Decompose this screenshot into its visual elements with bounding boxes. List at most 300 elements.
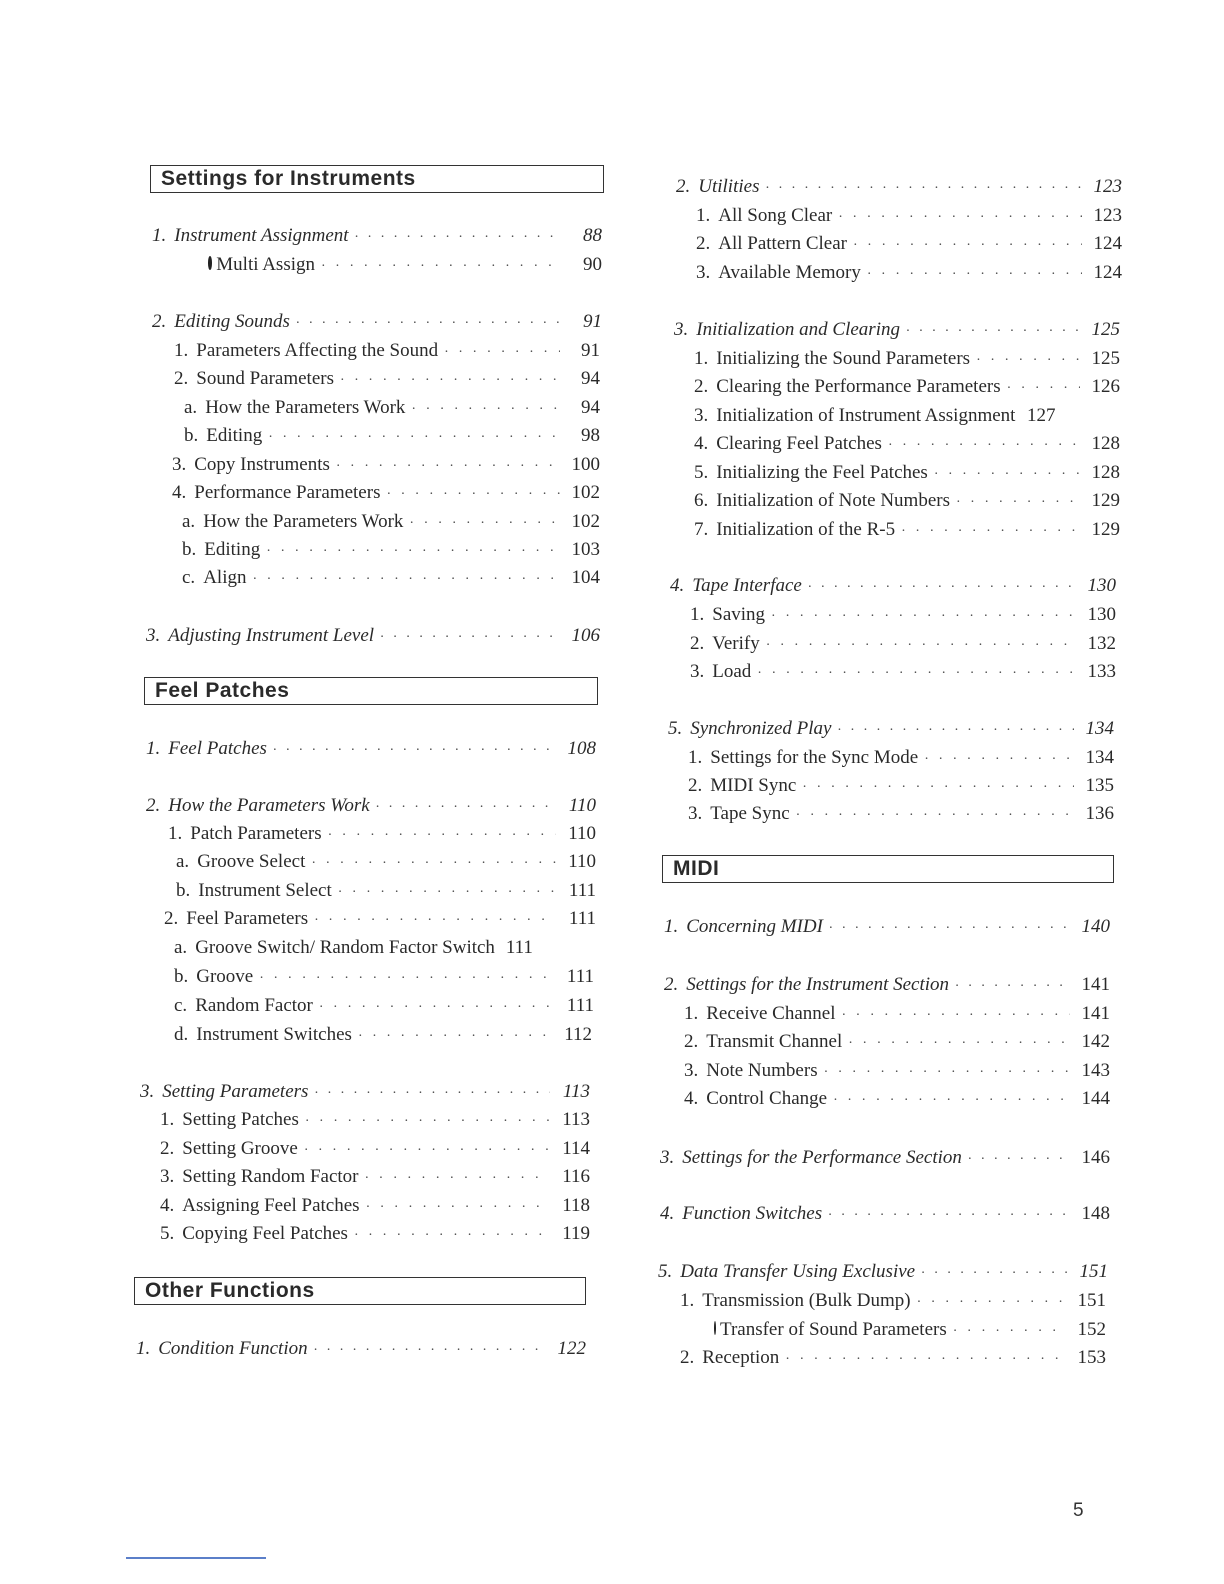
- dot-leader: [842, 1004, 1070, 1028]
- toc-entry[interactable]: [172, 481, 600, 507]
- dot-leader: [252, 568, 560, 592]
- dot-leader: [268, 426, 560, 450]
- bullet-icon: [714, 1321, 716, 1335]
- entry-page: 125: [1091, 319, 1120, 340]
- dot-leader: [802, 776, 1074, 800]
- entry-number: 3.: [160, 1166, 175, 1187]
- entry-number: 3.: [660, 1147, 675, 1168]
- dot-leader: [765, 177, 1082, 201]
- entry-page: 141: [1081, 974, 1110, 995]
- dot-leader: [386, 483, 560, 507]
- entry-page: 134: [1085, 718, 1114, 739]
- toc-entry[interactable]: [140, 1080, 590, 1106]
- footer-rule: [126, 1557, 266, 1559]
- toc-entry[interactable]: [688, 774, 1114, 800]
- entry-label: Initializing the Feel Patches: [716, 462, 928, 483]
- dot-leader: [338, 881, 556, 905]
- entry-number: 2.: [688, 775, 703, 796]
- entry-label: Random Factor: [195, 995, 313, 1016]
- dot-leader: [796, 804, 1074, 828]
- toc-entry[interactable]: [694, 432, 1120, 458]
- entry-number: a.: [184, 397, 198, 418]
- entry-page: 103: [571, 539, 600, 560]
- dot-leader: [259, 967, 554, 991]
- dot-leader: [757, 662, 1076, 686]
- entry-number: a.: [174, 937, 188, 958]
- toc-entry[interactable]: [694, 375, 1120, 401]
- entry-number: b.: [174, 966, 189, 987]
- entry-number: 3.: [172, 454, 187, 475]
- entry-label: Available Memory: [718, 262, 861, 283]
- toc-entry[interactable]: [674, 318, 1120, 344]
- entry-label: Align: [203, 567, 247, 588]
- entry-page: 113: [562, 1109, 590, 1130]
- dot-leader: [336, 455, 560, 479]
- toc-entry[interactable]: [664, 915, 1110, 941]
- toc-entry[interactable]: [208, 253, 602, 279]
- entry-number: 2.: [164, 908, 179, 929]
- entry-page: 111: [505, 937, 533, 958]
- entry-page: 100: [571, 454, 600, 475]
- toc-entry[interactable]: [182, 510, 600, 536]
- entry-label: Condition Function: [158, 1338, 308, 1359]
- entry-number: 2.: [694, 376, 709, 397]
- entry-label: Assigning Feel Patches: [182, 1195, 360, 1216]
- entry-page: 153: [1077, 1347, 1106, 1368]
- entry-label: Verify: [712, 633, 760, 654]
- dot-leader: [848, 1032, 1070, 1056]
- toc-entry[interactable]: [688, 802, 1114, 828]
- entry-page: 122: [557, 1338, 586, 1359]
- entry-label: Control Change: [706, 1088, 828, 1109]
- entry-number: 1.: [690, 604, 705, 625]
- toc-entry[interactable]: [684, 1002, 1110, 1028]
- entry-label: How the Parameters Work: [203, 511, 404, 532]
- dot-leader: [354, 1224, 550, 1248]
- dot-leader: [953, 1320, 1066, 1344]
- entry-label: Setting Random Factor: [182, 1166, 359, 1187]
- entry-number: 3.: [674, 319, 689, 340]
- entry-page: 112: [564, 1024, 592, 1045]
- entry-label: Copy Instruments: [194, 454, 330, 475]
- entry-label: Sound Parameters: [196, 368, 334, 389]
- toc-entry[interactable]: [664, 973, 1110, 999]
- entry-number: 5.: [658, 1261, 673, 1282]
- entry-number: 7.: [694, 519, 709, 540]
- toc-entry[interactable]: [160, 1108, 590, 1134]
- dot-leader: [1007, 377, 1080, 401]
- toc-entry[interactable]: [690, 660, 1116, 686]
- dot-leader: [358, 1025, 552, 1049]
- toc-entry[interactable]: [690, 632, 1116, 658]
- entry-page: 129: [1091, 519, 1120, 540]
- entry-page: 144: [1081, 1088, 1110, 1109]
- dot-leader: [853, 234, 1082, 258]
- entry-page: 116: [562, 1166, 590, 1187]
- dot-leader: [305, 1110, 550, 1134]
- entry-number: 5.: [160, 1223, 175, 1244]
- entry-number: 1.: [696, 205, 711, 226]
- entry-number: b.: [182, 539, 197, 560]
- entry-number: 1.: [174, 340, 189, 361]
- entry-label: Initialization of Instrument Assignment: [716, 405, 1016, 426]
- entry-page: 110: [568, 823, 596, 844]
- entry-number: c.: [182, 567, 196, 588]
- entry-number: 2.: [664, 974, 679, 995]
- toc-entry[interactable]: [694, 347, 1120, 373]
- entry-page: 151: [1077, 1290, 1106, 1311]
- entry-number: 1.: [152, 225, 167, 246]
- entry-page: 129: [1091, 490, 1120, 511]
- entry-page: 98: [581, 425, 600, 446]
- entry-page: 130: [1087, 575, 1116, 596]
- entry-number: 2.: [680, 1347, 695, 1368]
- toc-entry[interactable]: [668, 717, 1114, 743]
- entry-number: 3.: [688, 803, 703, 824]
- section-heading-midi: MIDI: [662, 855, 1114, 883]
- toc-entry[interactable]: [176, 879, 596, 905]
- toc-entry[interactable]: [184, 424, 600, 450]
- entry-number: 1.: [168, 823, 183, 844]
- toc-entry[interactable]: [684, 1030, 1110, 1056]
- dot-leader: [380, 626, 560, 650]
- dot-leader: [411, 398, 560, 422]
- dot-leader: [311, 852, 556, 876]
- entry-label: Reception: [702, 1347, 780, 1368]
- section-heading-settings-for-instruments: Settings for Instruments: [150, 165, 604, 193]
- entry-label: Patch Parameters: [190, 823, 322, 844]
- toc-entry[interactable]: [174, 994, 594, 1020]
- toc-entry[interactable]: [160, 1137, 590, 1163]
- entry-label: How the Parameters Work: [168, 795, 370, 816]
- entry-number: 1.: [160, 1109, 175, 1130]
- entry-label: Data Transfer Using Exclusive: [680, 1261, 916, 1282]
- entry-number: 3.: [694, 405, 709, 426]
- dot-leader: [376, 796, 556, 820]
- entry-page: 91: [581, 340, 600, 361]
- toc-entry[interactable]: [174, 1023, 592, 1049]
- entry-page: 111: [568, 880, 596, 901]
- toc-entry[interactable]: [152, 224, 602, 250]
- entry-label: All Song Clear: [718, 205, 833, 226]
- toc-entry[interactable]: [684, 1087, 1110, 1113]
- entry-page: 148: [1081, 1203, 1110, 1224]
- entry-label: Load: [712, 661, 752, 682]
- dot-leader: [956, 491, 1080, 515]
- entry-page: 91: [583, 311, 602, 332]
- toc-entry[interactable]: [694, 461, 1120, 487]
- toc-entry[interactable]: [146, 737, 596, 763]
- entry-page: 110: [568, 851, 596, 872]
- entry-page: 94: [581, 397, 600, 418]
- entry-label: Tape Sync: [710, 803, 790, 824]
- entry-label: Transfer of Sound Parameters: [720, 1319, 947, 1340]
- dot-leader: [409, 512, 560, 536]
- entry-page: 108: [567, 738, 596, 759]
- entry-label: Groove Switch/ Random Factor Switch: [195, 937, 495, 958]
- entry-number: 5.: [668, 718, 683, 739]
- toc-entry[interactable]: [182, 538, 600, 564]
- dot-leader: [901, 520, 1080, 544]
- entry-label: Editing: [204, 539, 261, 560]
- entry-page: 142: [1081, 1031, 1110, 1052]
- entry-page: 135: [1085, 775, 1114, 796]
- entry-label: Setting Parameters: [162, 1081, 309, 1102]
- toc-entry[interactable]: [694, 404, 1120, 428]
- dot-leader: [934, 463, 1080, 487]
- entry-page: 118: [562, 1195, 590, 1216]
- entry-page: 90: [582, 254, 602, 275]
- dot-leader: [319, 996, 554, 1020]
- entry-label: Instrument Select: [198, 880, 332, 901]
- entry-number: 5.: [694, 462, 709, 483]
- dot-leader: [955, 975, 1070, 999]
- entry-number: d.: [174, 1024, 189, 1045]
- entry-page: 111: [566, 995, 594, 1016]
- entry-number: 4.: [694, 433, 709, 454]
- dot-leader: [968, 1148, 1070, 1172]
- entry-page: 124: [1093, 233, 1122, 254]
- toc-entry[interactable]: [136, 1337, 586, 1363]
- entry-page: 106: [571, 625, 600, 646]
- dot-leader: [829, 917, 1070, 941]
- entry-label: Copying Feel Patches: [182, 1223, 348, 1244]
- entry-label: Concerning MIDI: [686, 916, 823, 937]
- entry-number: 2.: [146, 795, 161, 816]
- entry-page: 128: [1091, 462, 1120, 483]
- toc-entry[interactable]: [184, 396, 600, 422]
- entry-label: Multi Assign: [216, 254, 316, 275]
- entry-label: Utilities: [698, 176, 760, 197]
- entry-number: 1.: [146, 738, 161, 759]
- dot-leader: [321, 255, 562, 279]
- toc-entry[interactable]: [160, 1222, 590, 1248]
- toc-entry[interactable]: [176, 850, 596, 876]
- entry-label: Adjusting Instrument Level: [168, 625, 375, 646]
- entry-number: 4.: [172, 482, 187, 503]
- entry-number: 1.: [684, 1003, 699, 1024]
- toc-entry[interactable]: [658, 1260, 1108, 1286]
- toc-entry[interactable]: [160, 1194, 590, 1220]
- dot-leader: [808, 576, 1076, 600]
- toc-entry[interactable]: [696, 261, 1122, 287]
- entry-number: 4.: [660, 1203, 675, 1224]
- entry-page: 102: [571, 511, 600, 532]
- dot-leader: [917, 1291, 1066, 1315]
- dot-leader: [314, 909, 556, 933]
- entry-number: b.: [184, 425, 199, 446]
- entry-label: Note Numbers: [706, 1060, 818, 1081]
- dot-leader: [365, 1167, 550, 1191]
- entry-label: Settings for the Performance Section: [682, 1147, 962, 1168]
- entry-number: 2.: [696, 233, 711, 254]
- toc-entry[interactable]: [694, 489, 1120, 515]
- entry-page: 128: [1091, 433, 1120, 454]
- toc-entry[interactable]: [172, 453, 600, 479]
- toc-entry[interactable]: [160, 1165, 590, 1191]
- toc-entry[interactable]: [680, 1289, 1106, 1315]
- section-heading-other-functions: Other Functions: [134, 1277, 586, 1305]
- dot-leader: [296, 312, 562, 336]
- toc-entry[interactable]: [174, 965, 594, 991]
- entry-label: Editing: [206, 425, 263, 446]
- entry-label: Performance Parameters: [194, 482, 381, 503]
- entry-page: 136: [1085, 803, 1114, 824]
- toc-entry[interactable]: [164, 907, 596, 933]
- entry-number: 1.: [136, 1338, 151, 1359]
- entry-label: Initialization of Note Numbers: [716, 490, 950, 511]
- toc-entry[interactable]: [182, 566, 600, 592]
- entry-page: 133: [1087, 661, 1116, 682]
- dot-leader: [921, 1262, 1068, 1286]
- entry-number: 1.: [680, 1290, 695, 1311]
- entry-label: Groove Select: [197, 851, 306, 872]
- dot-leader: [314, 1339, 546, 1363]
- entry-label: Transmission (Bulk Dump): [702, 1290, 911, 1311]
- toc-entry[interactable]: [676, 175, 1122, 201]
- page-number: 5: [1073, 1500, 1084, 1521]
- entry-number: 2.: [174, 368, 189, 389]
- entry-page: 130: [1087, 604, 1116, 625]
- entry-label: Synchronized Play: [690, 718, 832, 739]
- entry-number: a.: [182, 511, 196, 532]
- dot-leader: [888, 434, 1080, 458]
- entry-label: Instrument Assignment: [174, 225, 349, 246]
- entry-label: Initializing the Sound Parameters: [716, 348, 971, 369]
- toc-entry[interactable]: [696, 204, 1122, 230]
- entry-number: 3.: [696, 262, 711, 283]
- dot-leader: [328, 824, 556, 848]
- entry-label: Setting Patches: [182, 1109, 299, 1130]
- entry-page: 119: [562, 1223, 590, 1244]
- entry-label: Settings for the Sync Mode: [710, 747, 919, 768]
- entry-page: 113: [562, 1081, 590, 1102]
- dot-leader: [833, 1089, 1070, 1113]
- entry-number: 3.: [146, 625, 161, 646]
- entry-page: 134: [1085, 747, 1114, 768]
- toc-entry[interactable]: [146, 624, 600, 650]
- toc-entry[interactable]: [680, 1346, 1106, 1372]
- toc-entry[interactable]: [174, 936, 592, 960]
- entry-label: MIDI Sync: [710, 775, 797, 796]
- entry-label: Feel Parameters: [186, 908, 309, 929]
- toc-entry[interactable]: [696, 232, 1122, 258]
- dot-leader: [906, 320, 1080, 344]
- dot-leader: [771, 605, 1076, 629]
- section-heading-feel-patches: Feel Patches: [144, 677, 598, 705]
- toc-entry[interactable]: [714, 1318, 1106, 1344]
- entry-page: 104: [571, 567, 600, 588]
- entry-page: 102: [571, 482, 600, 503]
- toc-entry[interactable]: [670, 574, 1116, 600]
- toc-entry[interactable]: [690, 603, 1116, 629]
- entry-page: 146: [1081, 1147, 1110, 1168]
- toc-entry[interactable]: [694, 518, 1120, 544]
- entry-label: Function Switches: [682, 1203, 823, 1224]
- toc-entry[interactable]: [174, 339, 600, 365]
- entry-number: 2.: [160, 1138, 175, 1159]
- entry-page: 143: [1081, 1060, 1110, 1081]
- dot-leader: [444, 341, 560, 365]
- entry-page: 114: [562, 1138, 590, 1159]
- entry-page: 132: [1087, 633, 1116, 654]
- dot-leader: [824, 1061, 1070, 1085]
- dot-leader: [838, 206, 1082, 230]
- entry-number: 1.: [688, 747, 703, 768]
- entry-number: 1.: [694, 348, 709, 369]
- entry-number: 6.: [694, 490, 709, 511]
- entry-page: 88: [583, 225, 602, 246]
- entry-label: Instrument Switches: [196, 1024, 352, 1045]
- entry-page: 110: [568, 795, 596, 816]
- entry-label: Feel Patches: [168, 738, 267, 759]
- toc-entry[interactable]: [168, 822, 596, 848]
- entry-number: 2.: [684, 1031, 699, 1052]
- entry-number: 1.: [664, 916, 679, 937]
- entry-page: 123: [1093, 176, 1122, 197]
- toc-entry[interactable]: [146, 794, 596, 820]
- entry-number: 3.: [690, 661, 705, 682]
- dot-leader: [304, 1139, 550, 1163]
- toc-entry[interactable]: [660, 1146, 1110, 1172]
- entry-number: c.: [174, 995, 188, 1016]
- entry-label: Parameters Affecting the Sound: [196, 340, 439, 361]
- dot-leader: [355, 226, 562, 250]
- entry-label: Groove: [196, 966, 254, 987]
- entry-page: 151: [1079, 1261, 1108, 1282]
- entry-page: 123: [1093, 205, 1122, 226]
- entry-number: 2.: [676, 176, 691, 197]
- entry-label: Clearing Feel Patches: [716, 433, 882, 454]
- entry-number: 2.: [690, 633, 705, 654]
- entry-number: a.: [176, 851, 190, 872]
- entry-page: 141: [1081, 1003, 1110, 1024]
- entry-page: 111: [566, 966, 594, 987]
- dot-leader: [924, 748, 1074, 772]
- entry-label: Saving: [712, 604, 766, 625]
- entry-page: 111: [568, 908, 596, 929]
- dot-leader: [867, 263, 1082, 287]
- entry-page: 125: [1091, 348, 1120, 369]
- toc-entry[interactable]: [174, 367, 600, 393]
- entry-number: 3.: [684, 1060, 699, 1081]
- entry-number: 4.: [160, 1195, 175, 1216]
- entry-label: Settings for the Instrument Section: [686, 974, 950, 995]
- entry-page: 94: [581, 368, 600, 389]
- dot-leader: [366, 1196, 550, 1220]
- dot-leader: [266, 540, 560, 564]
- entry-number: 2.: [152, 311, 167, 332]
- entry-page: 152: [1077, 1319, 1106, 1340]
- entry-label: Transmit Channel: [706, 1031, 843, 1052]
- dot-leader: [828, 1204, 1070, 1228]
- dot-leader: [976, 349, 1080, 373]
- entry-label: Initialization and Clearing: [696, 319, 900, 340]
- entry-label: Setting Groove: [182, 1138, 298, 1159]
- toc-entry[interactable]: [660, 1202, 1110, 1228]
- entry-number: 4.: [670, 575, 685, 596]
- entry-label: Clearing the Performance Parameters: [716, 376, 1001, 397]
- dot-leader: [314, 1082, 550, 1106]
- toc-entry[interactable]: [684, 1059, 1110, 1085]
- entry-label: Receive Channel: [706, 1003, 836, 1024]
- dot-leader: [340, 369, 560, 393]
- toc-entry[interactable]: [688, 746, 1114, 772]
- dot-leader: [273, 739, 556, 763]
- entry-label: How the Parameters Work: [205, 397, 406, 418]
- toc-entry[interactable]: [152, 310, 602, 336]
- entry-page: 140: [1081, 916, 1110, 937]
